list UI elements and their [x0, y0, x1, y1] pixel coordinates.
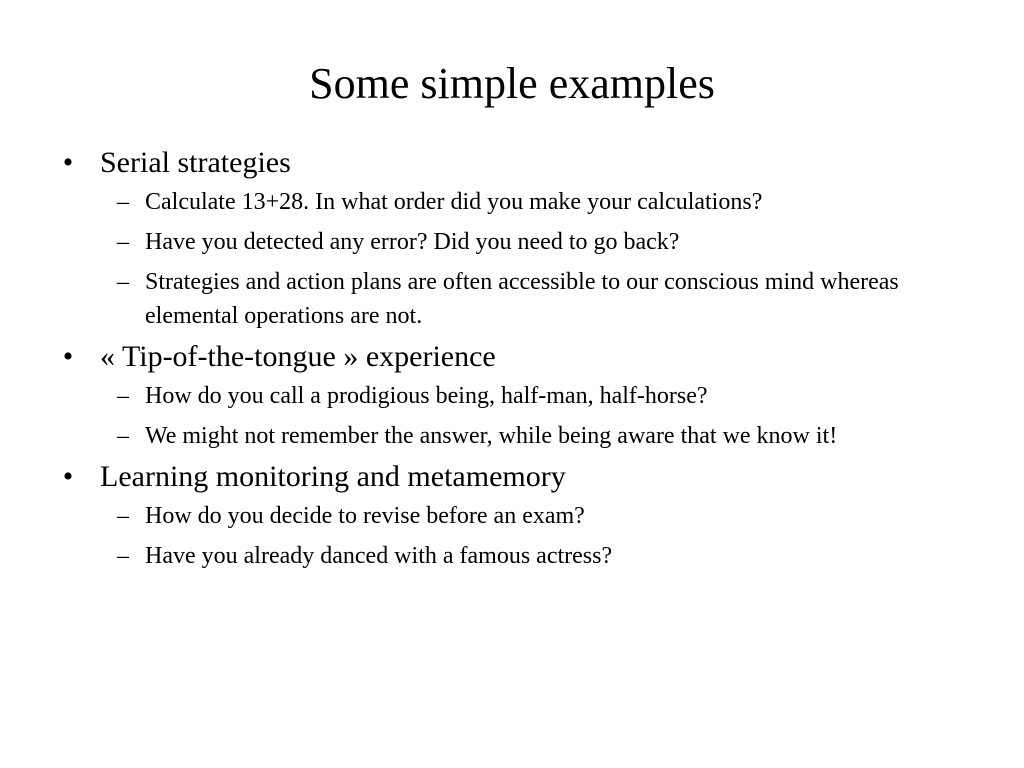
dash-icon: – — [117, 423, 129, 449]
dash-icon: – — [117, 543, 129, 569]
sub-bullet-text: How do you decide to revise before an exam? — [145, 503, 585, 529]
bullet-label: Serial strategies — [100, 146, 291, 179]
sub-bullet-text: Strategies and action plans are often accessible to our conscious mind whereas elemental operations are not. — [145, 269, 899, 329]
bullet-item — [58, 339, 958, 375]
slide-title: Some simple examples — [309, 59, 715, 108]
sub-bullet-item — [58, 185, 958, 219]
sub-bullet-item — [58, 265, 958, 333]
bullet-section-serial-strategies — [58, 145, 958, 333]
sub-bullet-item — [58, 419, 958, 453]
sub-bullet-item — [58, 499, 958, 533]
sub-bullet-item — [58, 539, 958, 573]
bullet-section-learning-monitoring — [58, 459, 958, 573]
bullet-dot-icon: • — [62, 340, 74, 373]
dash-icon: – — [117, 503, 129, 529]
bullet-label: « Tip-of-the-tongue » experience — [100, 340, 496, 373]
bullet-dot-icon: • — [62, 460, 74, 493]
sub-bullet-list — [58, 499, 958, 573]
sub-bullet-text: How do you call a prodigious being, half-man, half-horse? — [145, 383, 708, 409]
sub-bullet-list — [58, 379, 958, 453]
bullet-item — [58, 145, 958, 181]
bullet-dot-icon: • — [62, 146, 74, 179]
sub-bullet-item — [58, 225, 958, 259]
bullet-section-tip-of-the-tongue — [58, 339, 958, 453]
sub-bullet-text: Have you already danced with a famous actress? — [145, 543, 613, 569]
dash-icon: – — [117, 189, 129, 215]
sub-bullet-list — [58, 185, 958, 333]
dash-icon: – — [117, 383, 129, 409]
sub-bullet-text: We might not remember the answer, while being aware that we know it! — [145, 423, 838, 449]
sub-bullet-item — [58, 379, 958, 413]
bullet-item — [58, 459, 958, 495]
sub-bullet-text: Have you detected any error? Did you need to go back? — [145, 229, 680, 255]
dash-icon: – — [117, 269, 129, 295]
slide-body — [58, 145, 958, 579]
sub-bullet-text: Calculate 13+28. In what order did you make your calculations? — [145, 189, 763, 215]
bullet-label: Learning monitoring and metamemory — [100, 460, 566, 493]
dash-icon: – — [117, 229, 129, 255]
